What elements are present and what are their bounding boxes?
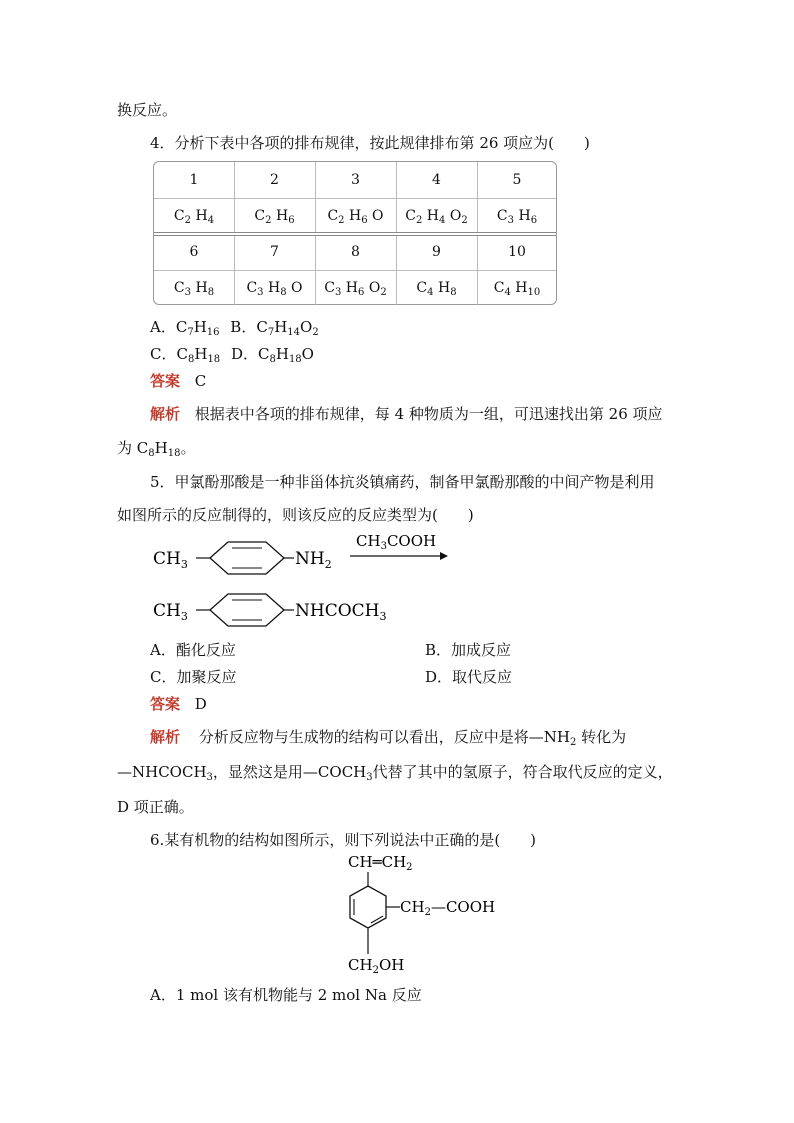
q5-stem-line2: 如图所示的反应制得的，则该反应的反应类型为( ) <box>117 506 474 524</box>
svg-text:NHCOCH3: $NHCOCH_3$ <box>295 601 387 623</box>
q5-answer <box>150 694 207 714</box>
answer-value: C <box>194 372 207 390</box>
table-formula-cell: $C_4$ $H_8$ <box>416 280 457 298</box>
table-formula-cell: $C_2$ $H_6$ O <box>327 208 384 226</box>
table-index-cell: 3 <box>351 172 360 188</box>
q5-analysis-line3: D 项正确。 <box>117 798 194 816</box>
table-index-cell: 1 <box>189 172 199 188</box>
q5-option-b: B．加成反应 <box>425 641 512 659</box>
q4-analysis-line1 <box>150 404 663 424</box>
table-formula-cell: $C_2$ $H_4$ $O_2$ <box>405 208 468 226</box>
table-index-cell: 6 <box>189 244 199 260</box>
svg-text:CH═CH2: $CH═CH_2$ <box>348 853 413 873</box>
q5-option-a: A．酯化反应 <box>150 641 236 659</box>
q4-option-c: C．$C_8H_{18}$ <box>150 345 221 365</box>
table-index-cell: 7 <box>270 244 279 260</box>
table-index-cell: 2 <box>270 172 279 188</box>
answer-label: 答案 <box>150 695 181 713</box>
svg-text:CH2OH: $CH_2OH$ <box>348 956 405 976</box>
formula-table <box>153 161 557 305</box>
q4-option-a-b <box>150 317 319 343</box>
q5-option-d: D．取代反应 <box>425 668 513 686</box>
table-index-cell: 10 <box>508 244 526 260</box>
q4-analysis-line2: 为 $C_8H_{18}$。 <box>117 439 196 459</box>
q4-option-c-d <box>150 344 314 370</box>
svg-text:CH3: $CH_3$ <box>153 601 188 623</box>
table-formula-cell: $C_4$ $H_{10}$ <box>493 280 541 298</box>
table-formula-cell: $C_3$ $H_8$ <box>173 280 215 298</box>
q6-stem: 6.某有机物的结构如图所示，则下列说法中正确的是( ) <box>150 831 537 849</box>
q5-analysis-line1: 解析 分析反应物与生成物的结构可以看出，反应中是将$—NH_2$ 转化为 <box>150 728 627 748</box>
table-formula-cell: $C_2$ $H_4$ <box>173 208 215 226</box>
q4-option-b: B．$C_7H_{14}O_2$ <box>230 318 319 338</box>
svg-text:NH2: $NH_2$ <box>295 549 332 571</box>
q4-answer <box>150 371 206 391</box>
analysis-text: 根据表中各项的排布规律，每 4 种物质为一组，可迅速找出第 26 项应 <box>194 405 663 423</box>
q5-analysis-line2: $—NHCOCH_3$，显然这是用$—COCH_3$代替了其中的氢原子，符合取代反应的定义， <box>117 763 673 783</box>
analysis-label: 解析 <box>150 405 181 423</box>
structure-q6 <box>330 850 500 980</box>
reaction-scheme <box>148 528 468 640</box>
svg-text:CH2—COOH: $CH_2—COOH$ <box>400 898 496 918</box>
q4-stem: 4．分析下表中各项的排布规律，按此规律排布第 26 项应为( ) <box>150 134 590 152</box>
q4-option-a: A．$C_7H_{16}$ <box>150 318 220 338</box>
table-index-cell: 8 <box>351 244 360 260</box>
analysis-label: 解析 <box>150 728 181 746</box>
q6-option-a: A．1 mol 该有机物能与 2 mol Na 反应 <box>150 986 422 1004</box>
q4-option-d: D．$C_8H_{18}O$ <box>230 345 314 365</box>
q5-stem-line1: 5．甲氯酚那酸是一种非甾体抗炎镇痛药，制备甲氯酚那酸的中间产物是利用 <box>150 473 655 491</box>
table-formula-cell: $C_3$ $H_6$ <box>496 208 538 226</box>
table-formula-cell: $C_2$ $H_6$ <box>254 208 295 226</box>
table-formula-cell: $C_3$ $H_6$ $O_2$ <box>324 280 387 298</box>
table-index-cell: 5 <box>512 172 522 188</box>
table-index-cell: 4 <box>432 172 441 188</box>
svg-text:CH3COOH: $CH_3COOH$ <box>356 532 437 552</box>
svg-text:CH3: $CH_3$ <box>153 549 188 571</box>
table-formula-cell: $C_3$ $H_8$ O <box>246 280 303 298</box>
answer-label: 答案 <box>150 372 181 390</box>
table-index-cell: 9 <box>432 244 441 260</box>
q5-option-c: C．加聚反应 <box>150 668 237 686</box>
intro-tail: 换反应。 <box>117 101 178 119</box>
answer-value: D <box>194 695 207 713</box>
